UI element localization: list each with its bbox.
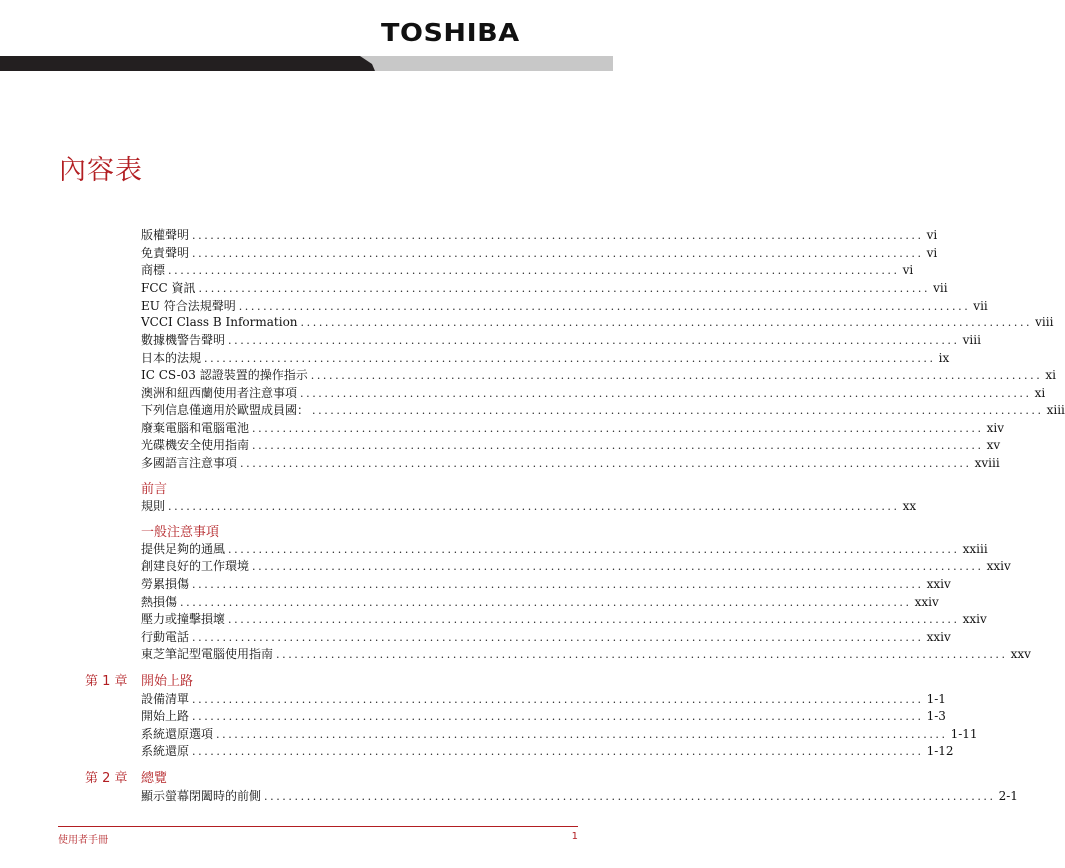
- toc-entry[interactable]: 商標 ........................................................................................................................ vi: [141, 263, 914, 277]
- header-band-light: [360, 56, 613, 71]
- toc-entry[interactable]: 開始上路 ........................................................................................................................ 1-3: [141, 709, 946, 723]
- footer-page-number: 1: [571, 831, 578, 842]
- toc-entry[interactable]: FCC 資訊 ........................................................................................................................ vii: [141, 281, 948, 295]
- section-heading-general-precautions[interactable]: 一般注意事項: [141, 525, 220, 540]
- toc-entry[interactable]: 數據機警告聲明 ........................................................................................................................ viii: [141, 333, 981, 347]
- toc-entry[interactable]: 行動電話 ........................................................................................................................ xxiv: [141, 630, 951, 644]
- toc-entry[interactable]: 光碟機安全使用指南 ........................................................................................................................ xv: [141, 438, 1001, 452]
- toc-entry[interactable]: 免責聲明 ........................................................................................................................ vi: [141, 246, 938, 260]
- toc-entry[interactable]: 系統還原選項 ........................................................................................................................ 1-11: [141, 727, 978, 741]
- toc-entry[interactable]: 壓力或撞擊損壞 ........................................................................................................................ xxiv: [141, 612, 987, 626]
- header-band-dark: [0, 56, 375, 71]
- footer-manual-title: 使用者手冊: [58, 835, 108, 846]
- toc-entry[interactable]: 設備清單 ........................................................................................................................ 1-1: [141, 692, 946, 706]
- toc-entry[interactable]: 規則 ........................................................................................................................ xx: [141, 499, 917, 513]
- toc-entry[interactable]: 系統還原 ........................................................................................................................ 1-12: [141, 744, 954, 758]
- toc-entry[interactable]: EU 符合法規聲明 ........................................................................................................................ vii: [141, 299, 988, 313]
- toc-entry[interactable]: 提供足夠的通風 ........................................................................................................................ xxiii: [141, 542, 988, 556]
- toc-entry[interactable]: 廢棄電腦和電腦電池 ........................................................................................................................ xiv: [141, 421, 1004, 435]
- toc-entry[interactable]: 版權聲明 ........................................................................................................................ vi: [141, 228, 938, 242]
- section-heading-preface[interactable]: 前言: [141, 482, 168, 497]
- toc-entry[interactable]: 熱損傷 ........................................................................................................................ xxiv: [141, 595, 939, 609]
- toc-entry[interactable]: VCCI Class B Information ........................................................................................................................ viii: [141, 315, 1054, 329]
- toc-entry[interactable]: 顯示螢幕閉闔時的前側 ........................................................................................................................ 2-1: [141, 789, 1018, 803]
- toshiba-logo: TOSHIBA: [381, 18, 520, 47]
- toc-entry[interactable]: 勞累損傷 ........................................................................................................................ xxiv: [141, 577, 951, 591]
- chapter-heading-1[interactable]: 第 1 章 開始上路: [85, 674, 194, 689]
- toc-entry[interactable]: 日本的法規 ........................................................................................................................ ix: [141, 351, 950, 365]
- toc-entry[interactable]: 東芝筆記型電腦使用指南 ........................................................................................................................ xxv: [141, 647, 1031, 661]
- toc-entry[interactable]: 創建良好的工作環境 ........................................................................................................................ xxiv: [141, 559, 1011, 573]
- page-title: 內容表: [59, 155, 143, 186]
- header-band: [0, 0, 613, 90]
- toc-entry[interactable]: IC CS-03 認證裝置的操作指示 ........................................................................................................................ xi: [141, 368, 1056, 382]
- chapter-heading-2[interactable]: 第 2 章 總覽: [85, 771, 168, 786]
- toc-entry[interactable]: 下列信息僅適用於歐盟成員國： ........................................................................................................................ xiii: [141, 403, 1065, 417]
- footer-rule: [58, 826, 578, 827]
- toc-entry[interactable]: 澳洲和紐西蘭使用者注意事項 ........................................................................................................................ xi: [141, 386, 1046, 400]
- toc-entry[interactable]: 多國語言注意事項 ........................................................................................................................ xviii: [141, 456, 1000, 470]
